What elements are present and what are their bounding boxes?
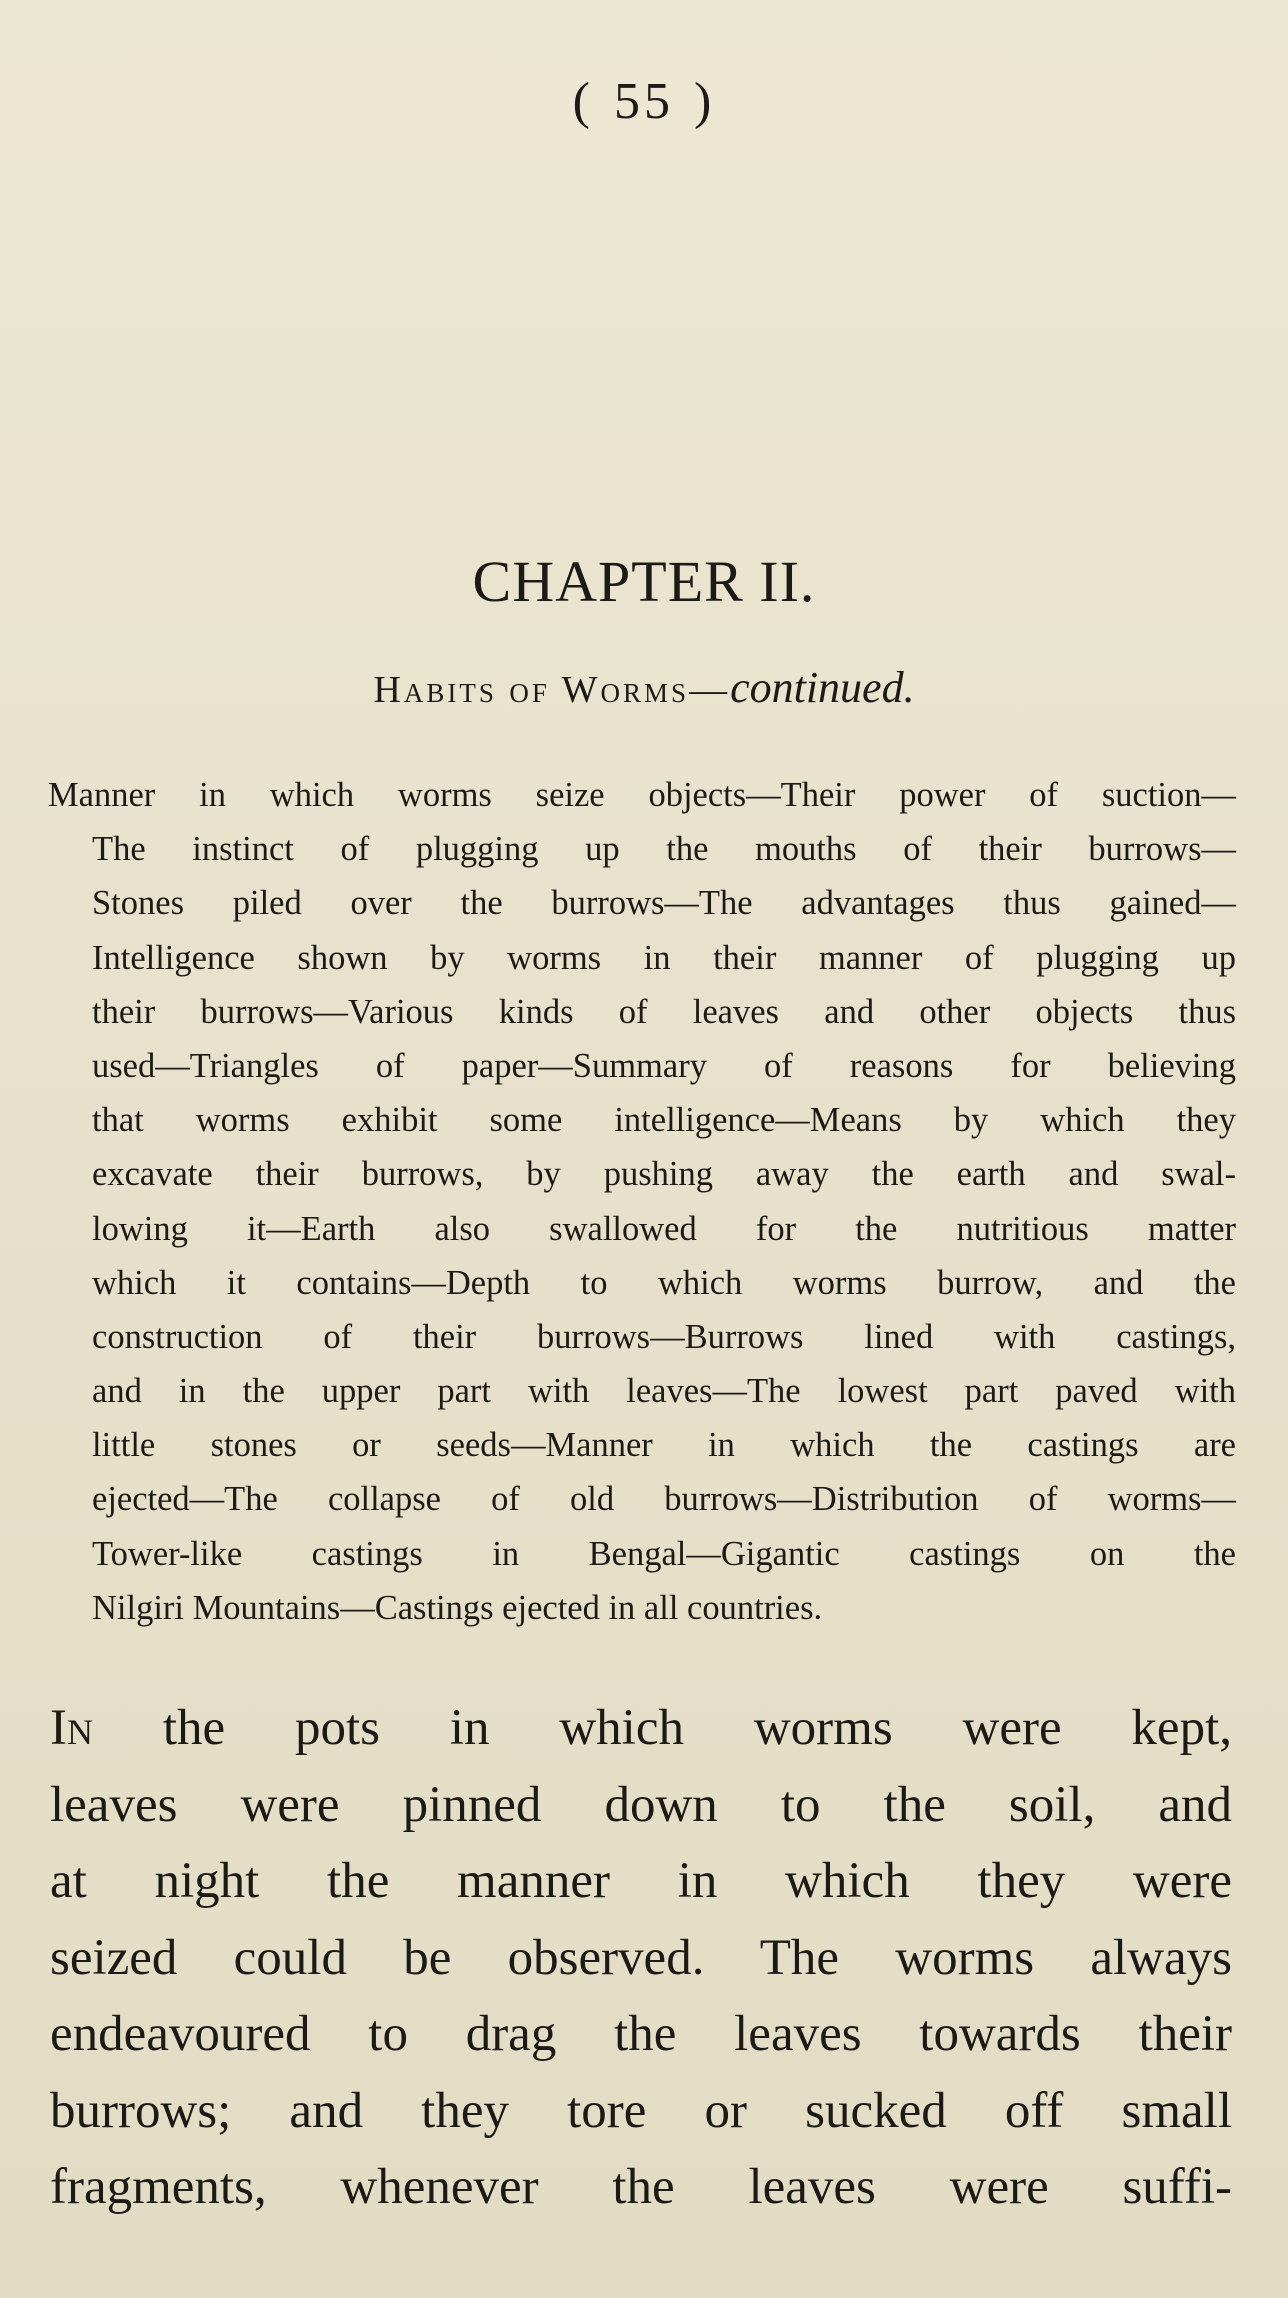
body-first-line-rest: the pots in which worms were kept, [92,1700,1232,1756]
synopsis-line: Nilgiri Mountains—Castings ejected in all countries. [92,1588,823,1627]
synopsis-line: used—Triangles of paper—Summary of reasons for believing [92,1046,1236,1085]
synopsis-line: their burrows—Various kinds of leaves and other objects thus [92,992,1236,1031]
synopsis-line: that worms exhibit some intelligence—Means by which they [92,1101,1236,1140]
chapter-subtitle-caps: Habits of Worms— [373,669,731,711]
synopsis-line: Manner in which worms seize objects—Their power of suction— [48,776,1236,814]
chapter-subtitle [0,662,1288,713]
opening-word: In [50,1700,93,1756]
body-line: endeavoured to drag the leaves towards their [50,2006,1232,2062]
page-number-close-paren: ) [694,73,716,130]
synopsis-line: excavate their burrows, by pushing away the earth and swal- [92,1155,1236,1194]
synopsis-line: ejected—The collapse of old burrows—Distribution of worms— [92,1480,1236,1519]
chapter-subtitle-italic: continued. [730,663,915,712]
body-line: burrows; and they tore or sucked off small [50,2082,1232,2139]
page-number-value: 55 [614,73,674,130]
page-number-open-paren: ( [572,73,594,130]
synopsis-line: and in the upper part with leaves—The lowest part paved with [92,1372,1236,1411]
synopsis-line: which it contains—Depth to which worms burrow, and the [92,1263,1236,1302]
body-line: seized could be observed. The worms always [50,1929,1232,1986]
synopsis-line: Intelligence shown by worms in their manner of plugging up [92,938,1236,977]
chapter-synopsis [48,768,1236,1635]
body-paragraph [50,1690,1232,2226]
synopsis-line: lowing it—Earth also swallowed for the nutritious matter [92,1209,1236,1248]
synopsis-line: Stones piled over the burrows—The advantages thus gained— [92,884,1236,923]
synopsis-line: The instinct of plugging up the mouths of their burrows— [92,830,1236,869]
body-line: fragments, whenever the leaves were suffi- [50,2159,1232,2215]
chapter-title: CHAPTER II. [472,549,816,614]
page-number [0,72,1288,131]
body-line [50,1690,1232,1767]
body-line: leaves were pinned down to the soil, and [50,1776,1232,1833]
synopsis-line: little stones or seeds—Manner in which the castings are [92,1426,1236,1465]
synopsis-line: Tower-like castings in Bengal—Gigantic castings on the [92,1534,1236,1573]
body-line: at night the manner in which they were [50,1853,1232,1909]
synopsis-line: construction of their burrows—Burrows lined with castings, [92,1317,1236,1356]
